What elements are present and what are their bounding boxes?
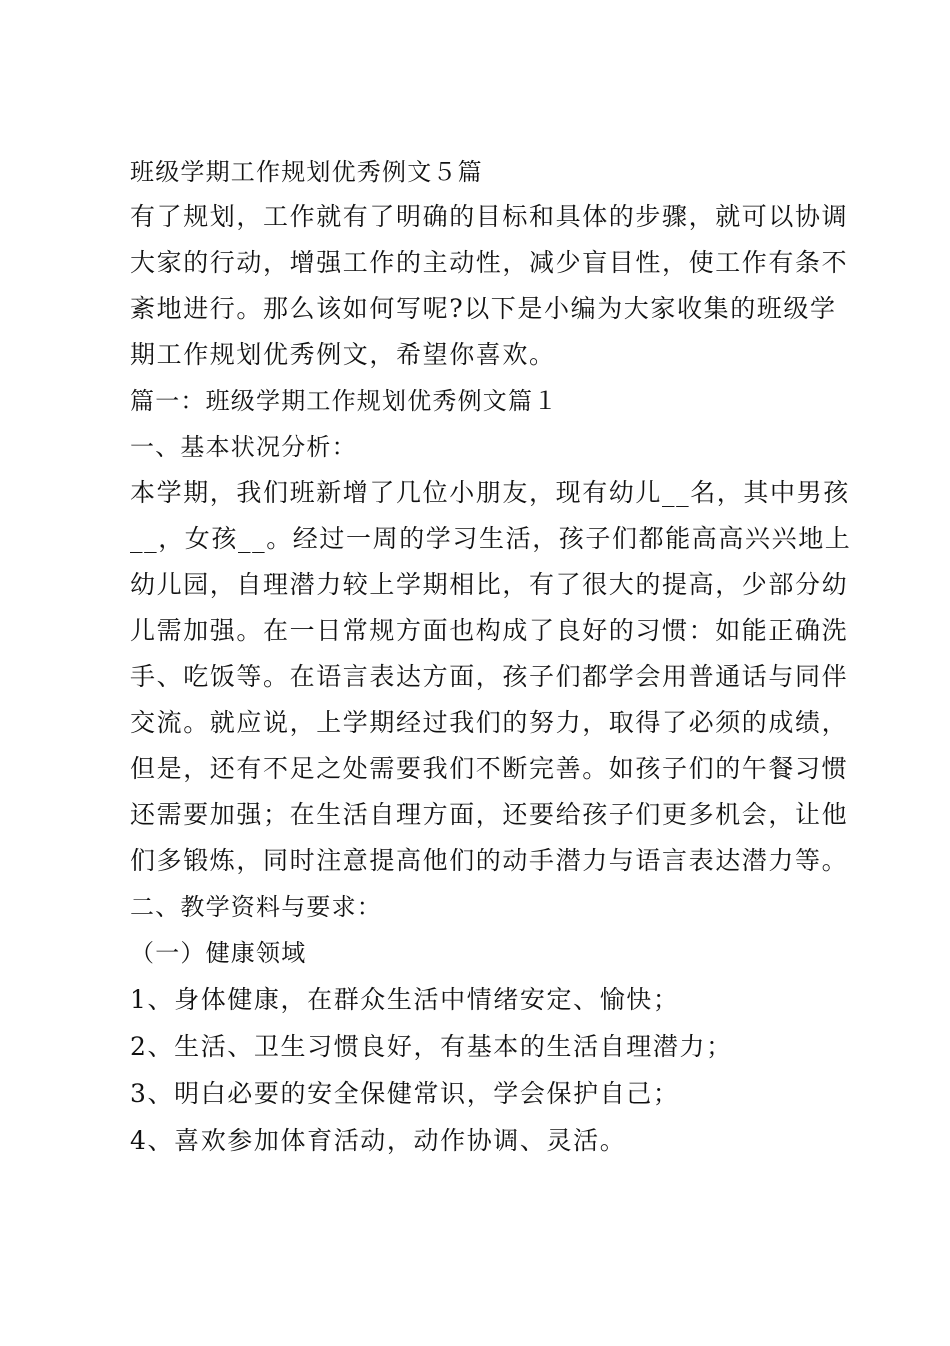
- list-item: 1、身体健康，在群众生活中情绪安定、愉快；: [130, 985, 680, 1014]
- paragraph-line: 本学期，我们班新增了几位小朋友，现有幼儿__名，其中男孩: [130, 478, 850, 507]
- chapter-heading: 篇一：班级学期工作规划优秀例文篇１: [130, 387, 559, 415]
- subsection-heading-health: （一）健康领域: [130, 939, 307, 967]
- paragraph-line: 们多锻炼，同时注意提高他们的动手潜力与语言表达潜力等。: [130, 846, 849, 875]
- basic-analysis-paragraph: [130, 470, 852, 884]
- intro-line: 大家的行动，增强工作的主动性，减少盲目性，使工作有条不: [130, 248, 849, 277]
- paragraph-line: 手、吃饭等。在语言表达方面，孩子们都学会用普通话与同伴: [130, 662, 849, 691]
- intro-paragraph: [130, 194, 849, 378]
- list-item: 4、喜欢参加体育活动，动作协调、灵活。: [130, 1126, 627, 1155]
- health-goals-list: [130, 976, 830, 1164]
- intro-line: 期工作规划优秀例文，希望你喜欢。: [130, 340, 556, 369]
- document-body: [130, 150, 852, 1164]
- document-title: 班级学期工作规划优秀例文５篇: [130, 158, 483, 186]
- paragraph-line: 但是，还有不足之处需要我们不断完善。如孩子们的午餐习惯: [130, 754, 849, 783]
- paragraph-line: 幼儿园，自理潜力较上学期相比，有了很大的提高，少部分幼: [130, 570, 849, 599]
- section-heading-teaching-content: 二、教学资料与要求：: [130, 893, 382, 921]
- intro-line: 紊地进行。那么该如何写呢?以下是小编为大家收集的班级学: [130, 294, 837, 323]
- paragraph-line: 还需要加强；在生活自理方面，还要给孩子们更多机会，让他: [130, 800, 849, 829]
- intro-line: 有了规划，工作就有了明确的目标和具体的步骤，就可以协调: [130, 202, 849, 231]
- paragraph-line: __，女孩__。经过一周的学习生活，孩子们都能高高兴兴地上: [130, 524, 852, 553]
- paragraph-line: 儿需加强。在一日常规方面也构成了良好的习惯：如能正确洗: [130, 616, 849, 645]
- list-item: 2、生活、卫生习惯良好，有基本的生活自理潜力；: [130, 1032, 733, 1061]
- paragraph-line: 交流。就应说，上学期经过我们的努力，取得了必须的成绩，: [130, 708, 849, 737]
- section-heading-basic-analysis: 一、基本状况分析：: [130, 433, 357, 461]
- list-item: 3、明白必要的安全保健常识，学会保护自己；: [130, 1079, 680, 1108]
